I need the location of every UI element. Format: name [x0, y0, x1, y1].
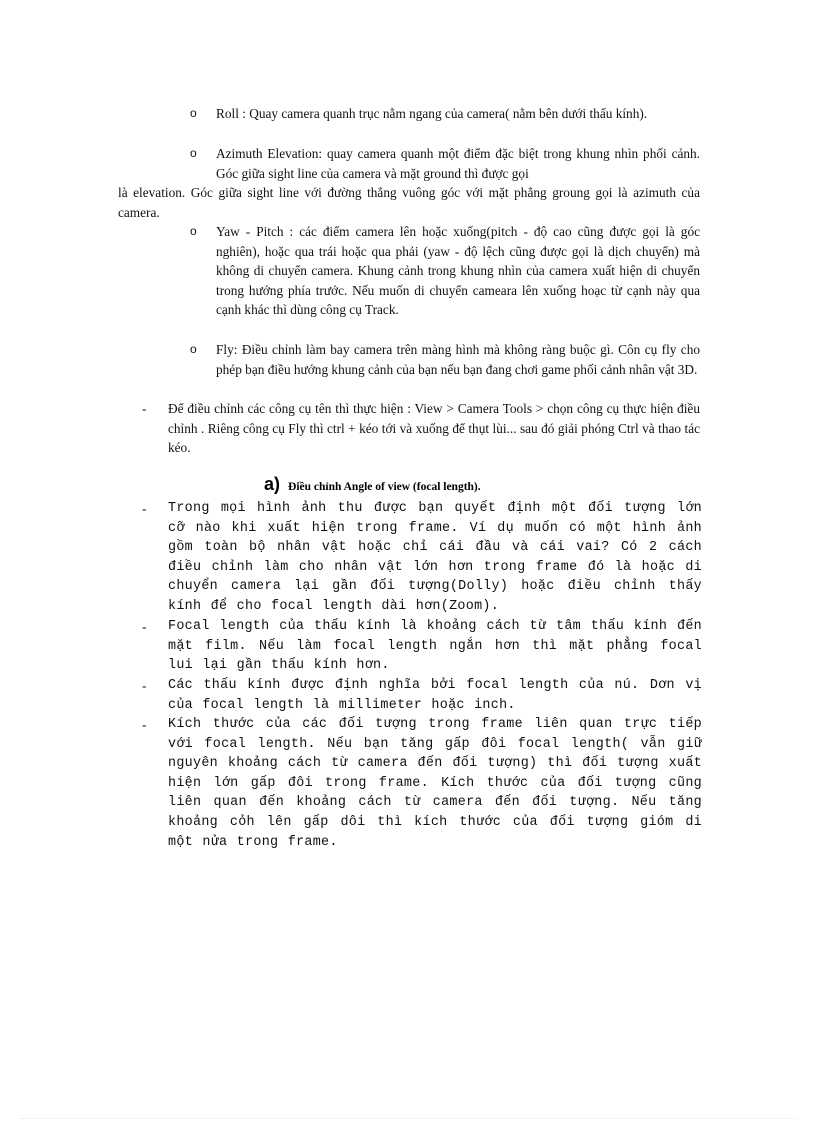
section-heading — [264, 474, 481, 495]
list-item-text: Focal length của thấu kính là khoảng cách từ tâm thấu kính đến mặt film. Nếu làm focal length ngắn hơn thì mặt phẳng focal lui lại gần thấu kính hơn. — [168, 619, 702, 674]
bullet-marker: o — [190, 146, 197, 160]
list-item-text: Roll : Quay camera quanh trục nằm ngang của camera( nằm bên dưới thấu kính). — [216, 106, 648, 121]
list-item-text: Azimuth Elevation: quay camera quanh một điểm đặc biệt trong khung nhìn phối cảnh. Góc giữa sight line của camera và mặt ground thì được gọi — [216, 146, 700, 181]
list-item-roll — [190, 104, 700, 124]
dash-marker: - — [142, 501, 147, 516]
dash-marker: - — [142, 401, 147, 416]
list-item-lens-definition — [142, 676, 702, 715]
list-item-camera-tools — [142, 399, 700, 458]
list-item-text: Fly: Điều chỉnh làm bay camera trên màng hình mà không ràng buộc gì. Côn cụ fly cho phép bạn điều hướng khung cảnh của bạn nếu bạn đang chơi game phối cảnh nhân vật 3D. — [216, 342, 700, 377]
list-item-object-size — [142, 715, 702, 852]
bullet-marker: o — [190, 106, 197, 120]
list-item-azimuth — [190, 144, 700, 183]
heading-label: a) — [264, 474, 281, 494]
list-item-text: Yaw - Pitch : các điểm camera lên hoặc xuống(pitch - độ cao cũng được gọi là góc nghiên), hoặc qua trái hoặc qua phải (yaw - độ lệch cũng được gọi là dịch chuyển) mà không di chuyển camera. Khung cảnh trong khung nhìn của camera xuất hiện di chuyển trong hướng phía trước. Nếu muốn di chuyển cameara lên xuống hoạc từ cạnh này qua cạnh khác thì dùng công cụ Track. — [216, 224, 700, 318]
list-item-text: Để điều chỉnh các công cụ tên thì thực hiện : View > Camera Tools > chọn công cụ thực hiện điều chỉnh . Riêng công cụ Fly thì ctrl + kéo tới và xuống để thụt lùi... sau đó giải phóng Ctrl và thao tác kéo. — [168, 401, 700, 456]
list-item-text: Trong mọi hình ảnh thu được bạn quyết định một đối tượng lớn cỡ nào khi xuất hiện trong frame. Ví dụ muốn có một hình ảnh gồm toàn bộ nhân vật hoặc chỉ cái đầu và cái vai? Có 2 cách điều chỉnh làm cho nhân vật lớn hơn trong frame đó là hoặc di chuyển camera lại gần đối tượng(Dolly) hoặc điều chỉnh thấy kính để cho focal length dài hơn(Zoom). — [168, 501, 702, 614]
list-item-text: Các thấu kính được định nghĩa bởi focal length của nú. Dơn vị của focal length là millimeter hoặc inch. — [168, 678, 702, 713]
list-item-yaw-pitch — [190, 222, 700, 320]
bullet-marker: o — [190, 342, 197, 356]
list-item-focal-length — [142, 617, 702, 676]
paragraph-continuation: là elevation. Góc giữa sight line với đường thẳng vuông góc với mặt phẳng groung gọi là azimuth của camera. — [118, 185, 700, 220]
dash-marker: - — [142, 717, 147, 732]
bullet-marker: o — [190, 224, 197, 238]
list-item-fly — [190, 340, 700, 379]
heading-title: Điều chỉnh Angle of view (focal length). — [288, 481, 481, 493]
dash-marker: - — [142, 678, 147, 693]
list-item-frame-size — [142, 499, 702, 617]
list-item-text: Kích thước của các đối tượng trong frame liên quan trực tiếp với focal length. Nếu bạn tăng gấp đôi focal length( vẫn giữ nguyên khoảng cách từ camera đến đối tượng) thì đối tượng xuất hiện lớn gấp đôi trong frame. Kích thước của đối tượng cũng liên quan đến khoảng cách từ camera đến đối tượng. Nếu tăng khoảng cỏh lên gấp dôi thì kích thước của đối tượng gióm di một nửa trong frame. — [168, 717, 702, 850]
dash-marker: - — [142, 619, 147, 634]
page-bottom-divider — [20, 1118, 796, 1119]
